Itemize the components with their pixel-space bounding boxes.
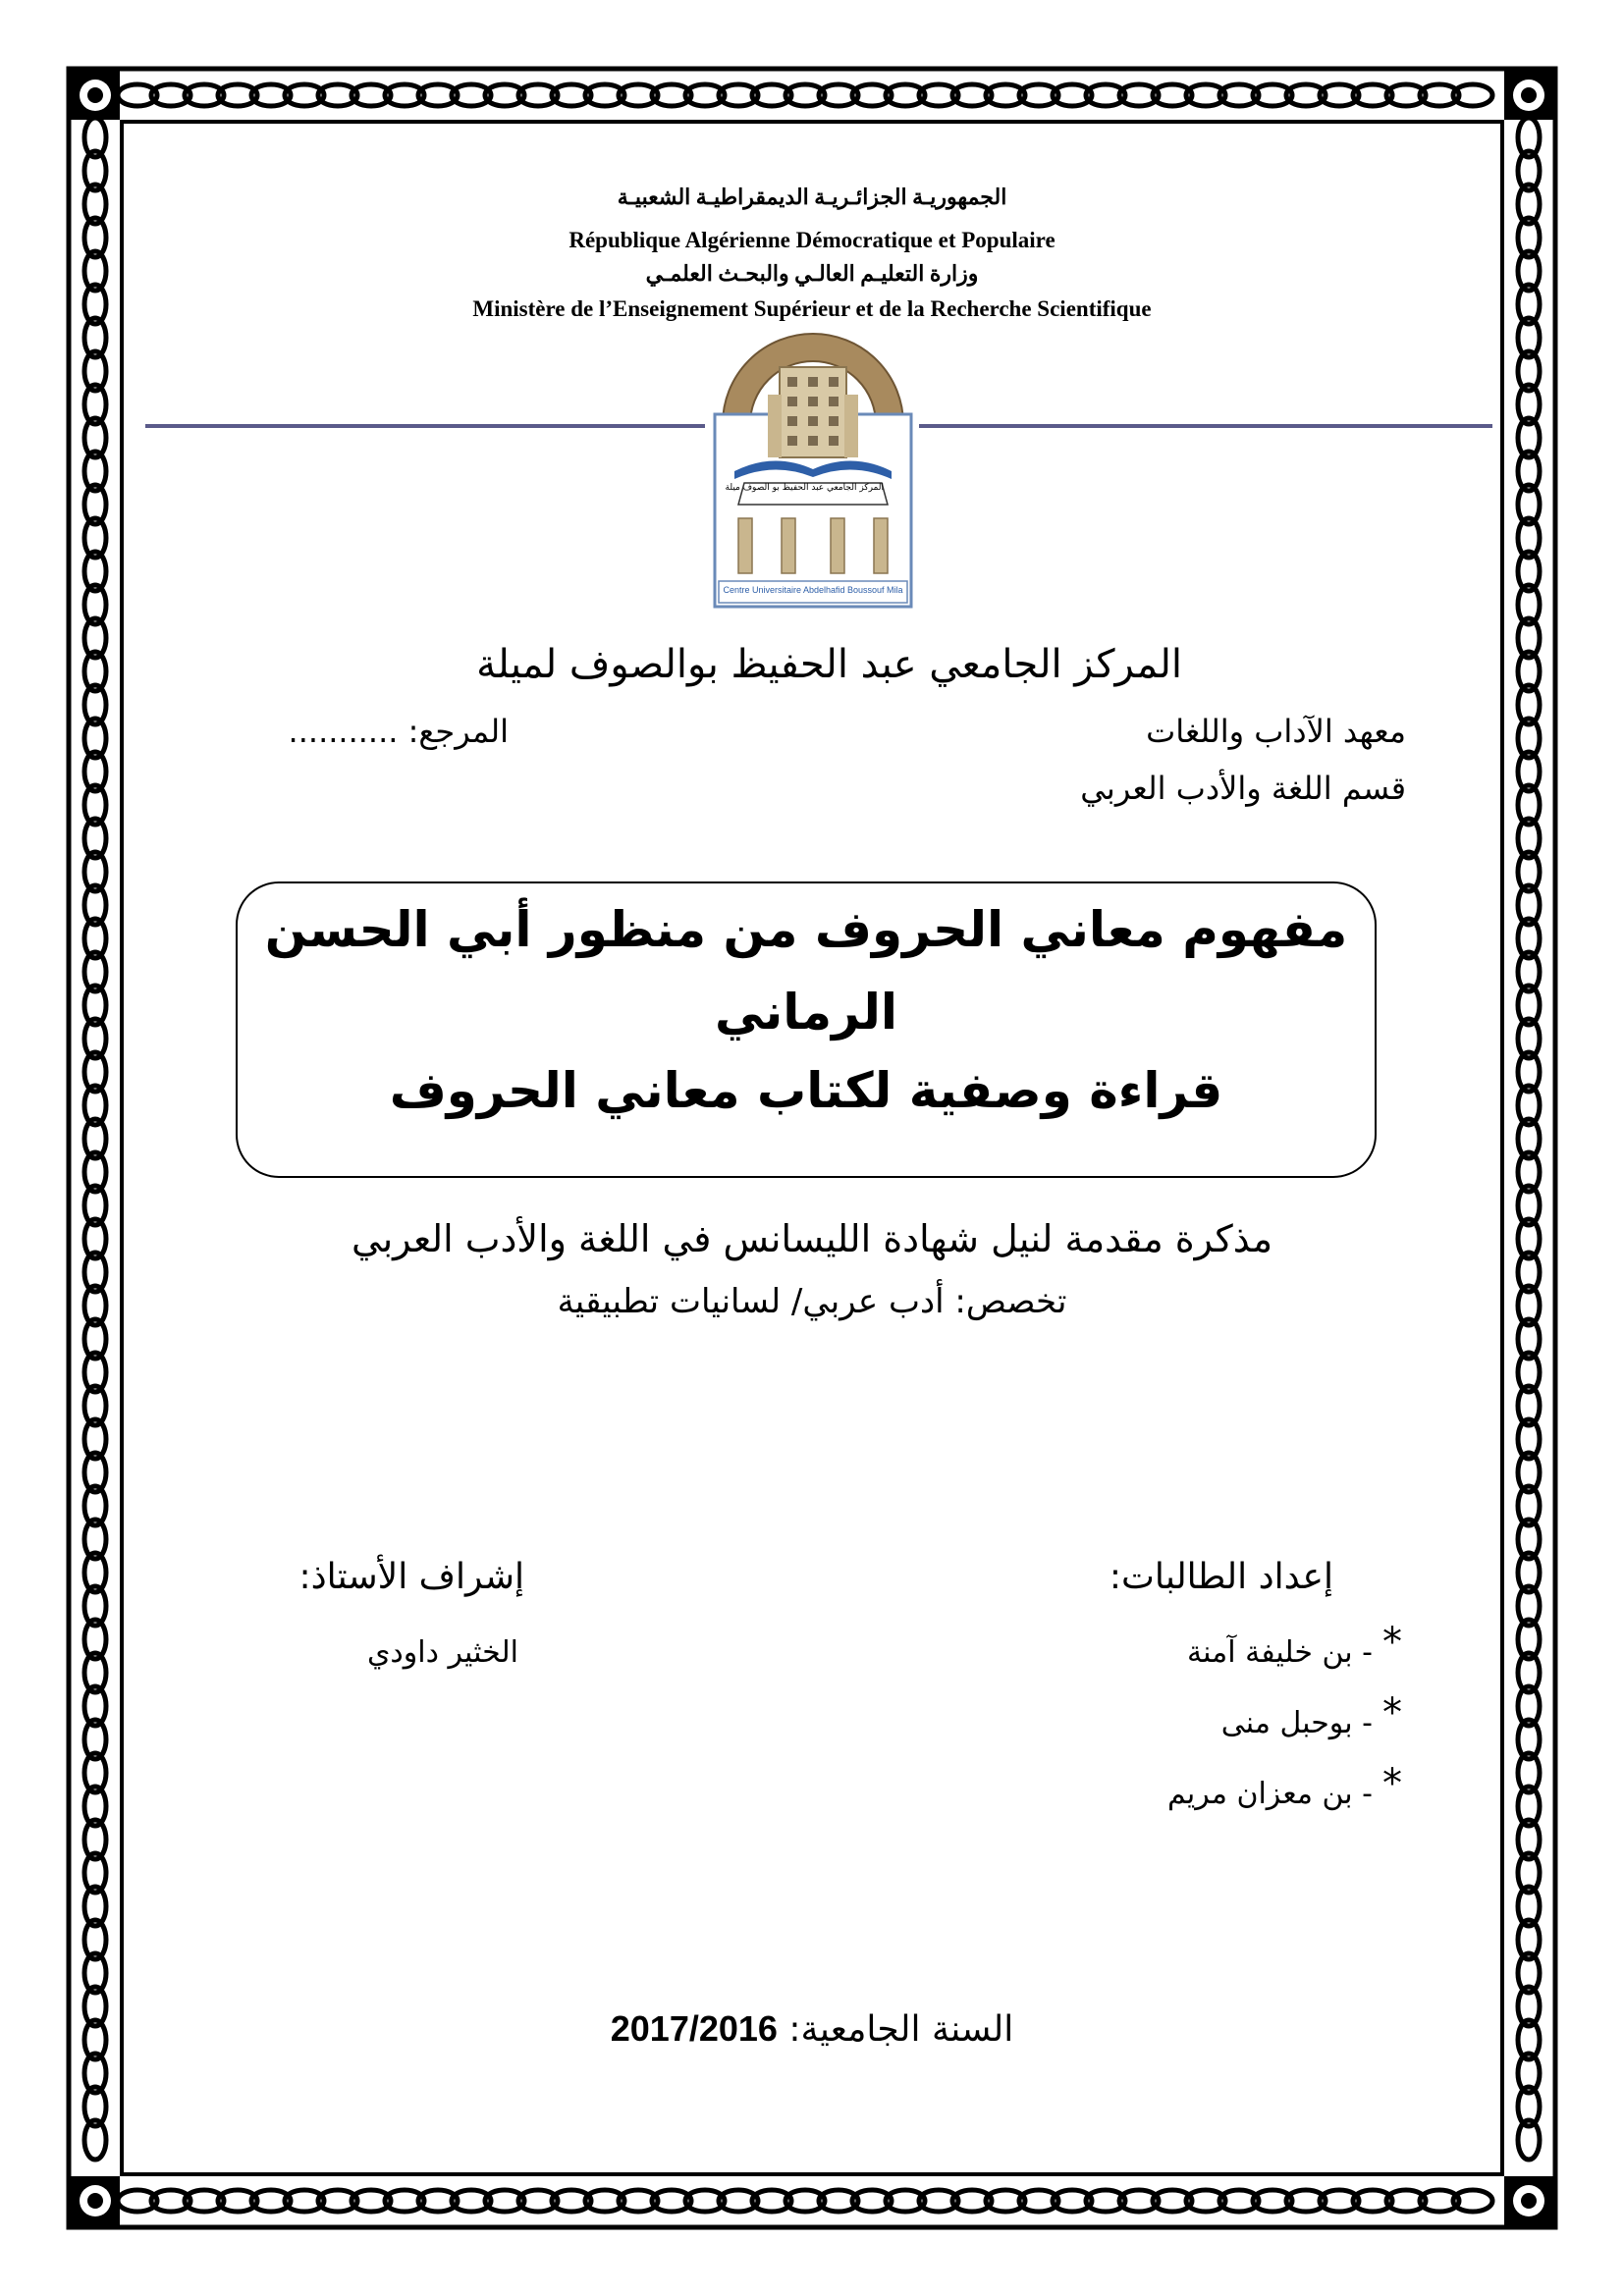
university-logo [705, 316, 921, 607]
academic-year [0, 2008, 1624, 2050]
student-name-1: - بن خليفة آمنة [1187, 1635, 1373, 1670]
republic-arabic: الجمهوريـة الجزائـريـة الديمقراطيـة الشعبيـة [617, 185, 1007, 209]
corner-ornament-bottom-right [1504, 2176, 1553, 2225]
student-name-3: - بن معزان مريم [1166, 1777, 1373, 1811]
students-label: إعداد الطالبات: [1109, 1557, 1333, 1597]
department-name: قسم اللغة والأدب العربي [1080, 770, 1406, 807]
corner-ornament-bottom-left [71, 2176, 120, 2225]
bullet-star: * [1382, 1690, 1402, 1735]
header-rule-left [145, 424, 705, 428]
ministry-french: Ministère de l’Enseignement Supérieur et de la Recherche Scientifique [472, 296, 1152, 321]
reference-field: المرجع: ........... [288, 713, 509, 750]
thesis-title-line-2: الرماني [714, 984, 898, 1041]
student-name-2: - بوحبل منى [1220, 1706, 1373, 1740]
ministry-arabic: وزارة التعليـم العالـي والبحـث العلمـي [645, 261, 979, 286]
institute-name: معهد الآداب واللغات [1146, 713, 1406, 750]
bullet-star: * [1382, 1761, 1402, 1806]
academic-year-label: السنة الجامعية: [788, 2009, 1014, 2050]
supervisor-name: الخثير داودي [366, 1635, 518, 1670]
corner-ornament-top-left [71, 71, 120, 120]
thesis-specialty: تخصص: أدب عربي/ لسانيات تطبيقية [557, 1282, 1067, 1321]
thesis-purpose: مذكرة مقدمة لنيل شهادة الليسانس في اللغة والأدب العربي [351, 1217, 1273, 1260]
logo-latin-caption: Centre Universitaire Abdelhafid Boussouf Mila [723, 585, 903, 595]
center-name: المركز الجامعي عبد الحفيظ بوالصوف لميلة [476, 642, 1182, 687]
logo-arabic-caption: المركز الجامعي عبد الحفيظ بو الصوف ميلة [725, 483, 884, 493]
header-rule-right [919, 424, 1492, 428]
academic-year-value: 2017/2016 [610, 2008, 778, 2049]
supervisor-label: إشراف الأستاذ: [298, 1557, 524, 1597]
bullet-star: * [1382, 1620, 1402, 1665]
thesis-subtitle: قراءة وصفية لكتاب معاني الحروف [389, 1062, 1223, 1119]
thesis-title-line-1: مفهوم معاني الحروف من منظور أبي الحسن [264, 901, 1348, 958]
republic-french: République Algérienne Démocratique et Populaire [568, 228, 1056, 252]
corner-ornament-top-right [1504, 71, 1553, 120]
